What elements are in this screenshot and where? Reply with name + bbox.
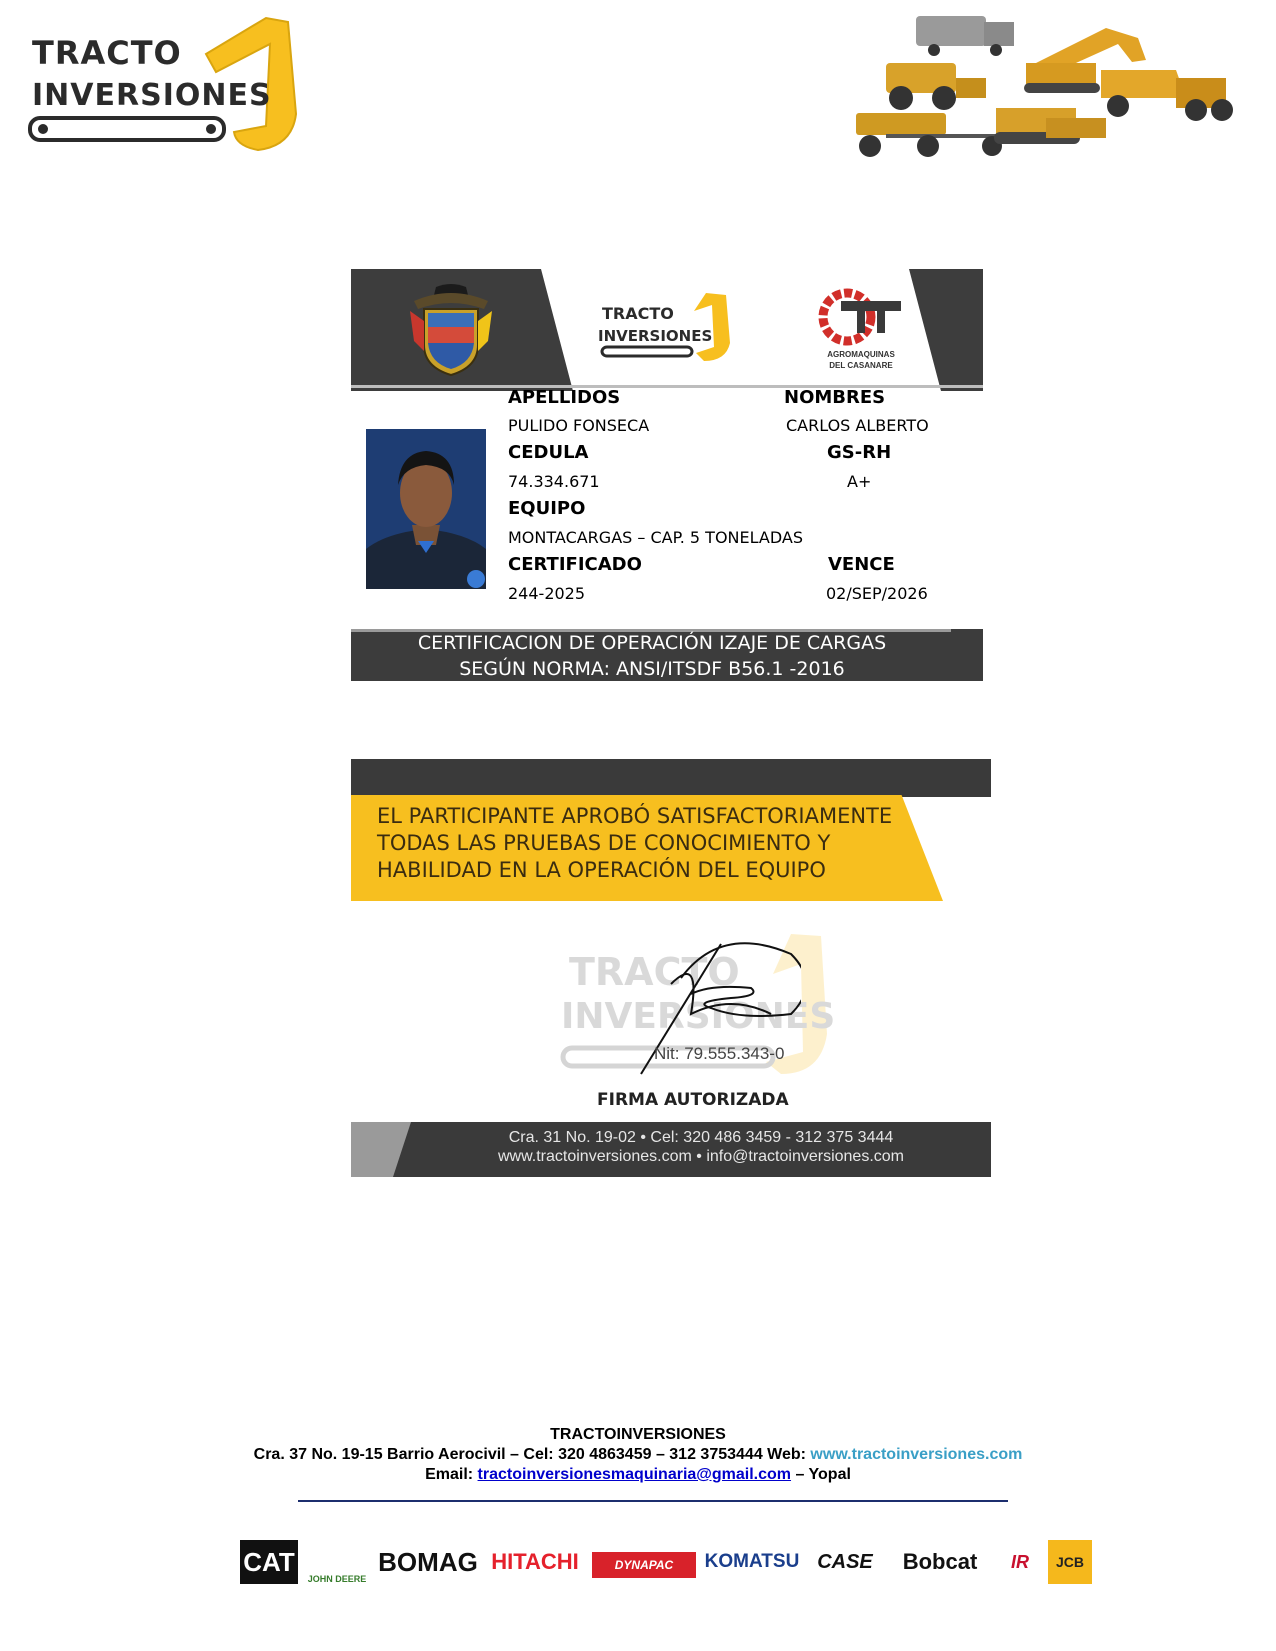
person-portrait-icon: [366, 429, 486, 589]
footer-email-line: [0, 1466, 1276, 1484]
logo-text-line2: INVERSIONES: [32, 78, 272, 113]
brand-cat-logo: CAT: [240, 1540, 298, 1584]
certificate-back-card: [351, 759, 991, 1177]
brand-john-deere-logo: JOHN DEERE: [307, 1574, 367, 1584]
nombres-label: NOMBRES: [784, 387, 886, 408]
machinery-illustration: [846, 8, 1256, 170]
apellidos-label: APELLIDOS: [508, 387, 621, 408]
certificado-value: 244-2025: [508, 584, 586, 603]
approval-line2: TODAS LAS PRUEBAS DE CONOCIMIENTO Y: [377, 831, 831, 855]
brand-bobcat-logo: Bobcat: [902, 1549, 978, 1574]
brand-dynapac-logo: DYNAPAC: [592, 1552, 696, 1578]
back-top-bar: [351, 759, 991, 797]
logo-track-icon: [28, 116, 226, 142]
card-address-line2: www.tractoinversiones.com • info@tractoinversiones.com: [498, 1148, 904, 1165]
gsrh-value: A+: [847, 472, 872, 491]
equipo-label: EQUIPO: [508, 498, 586, 519]
certification-bar: [351, 629, 983, 681]
footer-address: [0, 1446, 1276, 1464]
colombia-coat-of-arms-icon: [406, 281, 496, 379]
cedula-value: 74.334.671: [508, 472, 600, 491]
svg-text:TRACTO: TRACTO: [602, 304, 674, 323]
brand-jcb-logo: JCB: [1048, 1540, 1092, 1584]
watermark-line1: TRACTO: [569, 950, 740, 994]
gear-icon: [811, 283, 911, 347]
nit-number: Nit: 79.555.343-0: [654, 1044, 785, 1063]
footer-company: TRACTOINVERSIONES: [550, 1426, 726, 1443]
footer-website-link[interactable]: www.tractoinversiones.com: [810, 1446, 1023, 1463]
apellidos-value: PULIDO FONSECA: [508, 416, 650, 435]
footer-city: – Yopal: [791, 1466, 851, 1483]
gsrh-label: GS-RH: [827, 442, 892, 463]
equipo-value: MONTACARGAS – CAP. 5 TONELADAS: [508, 528, 803, 547]
authorized-signature-label: FIRMA AUTORIZADA: [597, 1090, 789, 1110]
tracto-inversiones-logo: [18, 8, 308, 153]
vence-value: 02/SEP/2026: [826, 584, 928, 603]
footer-divider: [298, 1500, 1008, 1502]
footer-address-text: Cra. 37 No. 19-15 Barrio Aerocivil – Cel: 320 4863459 – 312 3753444 Web:: [253, 1446, 811, 1463]
card-banner: [351, 269, 983, 391]
card-address-line1: Cra. 31 No. 19-02 • Cel: 320 486 3459 - 312 375 3444: [508, 1129, 894, 1146]
brand-ingersoll-rand-logo: IR: [1011, 1551, 1029, 1572]
footer-email-label: Email:: [425, 1466, 478, 1483]
partner-logo-line1: AGROMAQUINAS: [827, 350, 895, 359]
partner-logo-line2: DEL CASANARE: [829, 361, 893, 370]
cedula-label: CEDULA: [508, 442, 589, 463]
brand-bomag-logo: BOMAG: [378, 1546, 478, 1577]
certificado-label: CERTIFICADO: [508, 554, 642, 575]
brand-hitachi-logo: HITACHI: [491, 1549, 579, 1574]
agromaquinas-logo: [811, 283, 921, 379]
svg-text:INVERSIONES: INVERSIONES: [598, 327, 713, 345]
brand-case-logo: CASE: [817, 1550, 873, 1573]
approval-line1: EL PARTICIPANTE APROBÓ SATISFACTORIAMENTE: [377, 804, 893, 828]
approval-text: [377, 803, 892, 884]
brand-logos-row: [240, 1540, 1110, 1588]
brand-komatsu-logo: KOMATSU: [704, 1551, 800, 1572]
nombres-value: CARLOS ALBERTO: [786, 416, 929, 435]
footer-email-link[interactable]: tractoinversionesmaquinaria@gmail.com: [477, 1466, 792, 1483]
operator-photo: [366, 429, 486, 589]
watermark-line2: INVERSIONES: [561, 996, 836, 1037]
operator-id-card: [351, 269, 983, 681]
certification-line1: CERTIFICACION DE OPERACIÓN IZAJE DE CARGAS: [417, 632, 887, 654]
certification-line2: SEGÚN NORMA: ANSI/ITSDF B56.1 -2016: [459, 658, 845, 680]
tracto-inversiones-mini-logo: [596, 289, 746, 369]
approval-line3: HABILIDAD EN LA OPERACIÓN DEL EQUIPO: [377, 858, 826, 882]
logo-text-line1: TRACTO: [32, 34, 182, 72]
vence-label: VENCE: [828, 554, 895, 575]
